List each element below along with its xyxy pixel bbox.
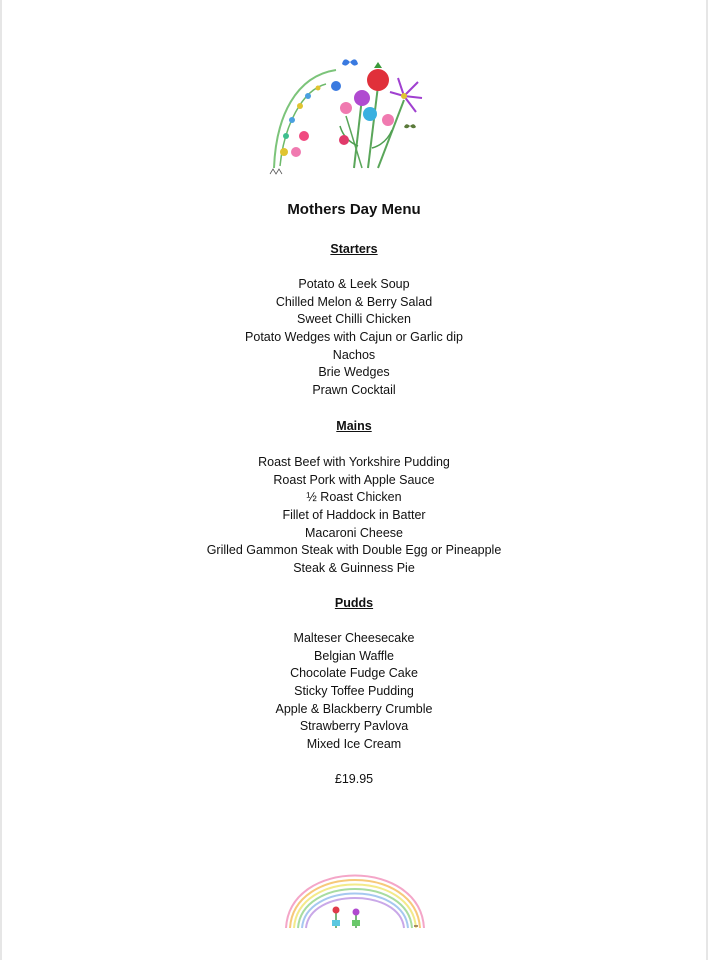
menu-item: Roast Beef with Yorkshire Pudding (258, 455, 450, 469)
menu-item: Macaroni Cheese (305, 525, 403, 540)
menu-item: Strawberry Pavlova (299, 719, 409, 734)
menu-item: Grilled Gammon Steak with Double Egg or Pineapple (206, 543, 502, 558)
menu-item: ½ Roast Chicken (306, 490, 402, 505)
menu-price: £19.95 (334, 772, 374, 786)
mains-list (0, 454, 708, 578)
flower-illustration (266, 56, 438, 180)
menu-item: Apple & Blackberry Crumble (275, 701, 433, 716)
section-heading-starters: Starters (330, 242, 378, 256)
section-heading-mains: Mains (336, 419, 372, 433)
menu-item: Fillet of Haddock in Batter (282, 508, 426, 523)
menu-item: Potato & Leek Soup (298, 277, 410, 291)
menu-item: Prawn Cocktail (312, 383, 396, 398)
menu-item: Roast Pork with Apple Sauce (273, 472, 435, 487)
menu-item: Nachos (332, 347, 376, 362)
menu-item: Chocolate Fudge Cake (290, 666, 418, 681)
menu-item: Belgian Waffle (314, 648, 394, 663)
rainbow-illustration (280, 850, 430, 932)
menu-item: Mixed Ice Cream (306, 737, 402, 752)
section-heading-pudds: Pudds (334, 596, 374, 610)
menu-item: Malteser Cheesecake (293, 631, 415, 645)
starters-list (0, 276, 708, 400)
menu-title: Mothers Day Menu (287, 201, 421, 218)
menu-item: Potato Wedges with Cajun or Garlic dip (245, 330, 463, 345)
pudds-list (0, 630, 708, 754)
menu-item: Sticky Toffee Pudding (294, 684, 414, 699)
menu-item: Brie Wedges (318, 365, 390, 380)
menu-item: Steak & Guinness Pie (293, 561, 415, 576)
menu-item: Sweet Chilli Chicken (297, 312, 411, 327)
menu-item: Chilled Melon & Berry Salad (275, 294, 433, 309)
